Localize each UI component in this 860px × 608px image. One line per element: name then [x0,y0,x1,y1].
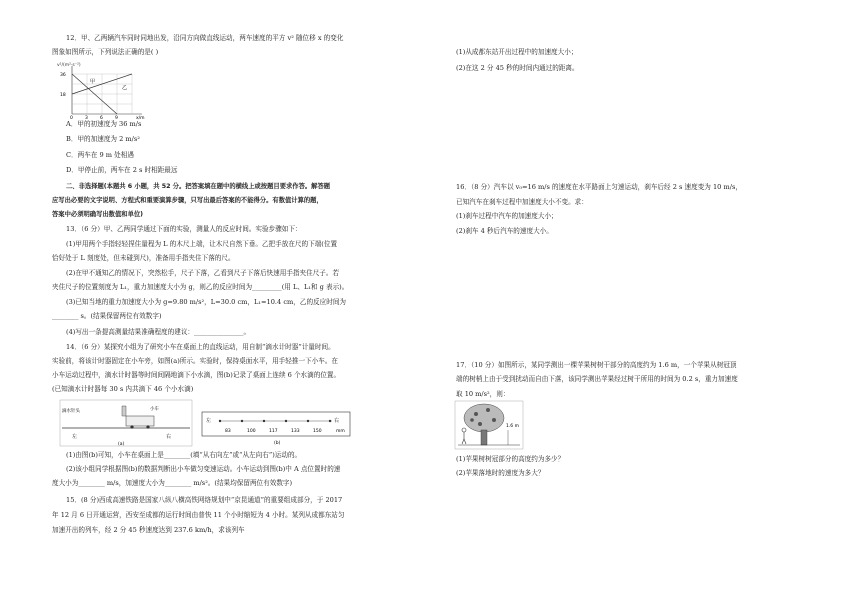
q12-option-d: D．甲停止前，两车在 2 s 时相距最远 [66,166,178,174]
q14-unit: mm [336,429,345,434]
q14-question: (2)该小组同学根据图(b)的数据判断出小车做匀变速运动。小车运动到图(b)中 A 点位置时的速 [66,465,341,473]
q14-line: 14．（6 分）某探究小组为了研究小车在桌面上的直线运动，用自制“滴水计时器”计量时间。 [66,343,335,351]
q13-line: (1)甲用两个手指轻轻捏住量程为 L 的木尺上端，让木尺自然下垂。乙把手放在尺的下端(位置 [66,240,338,248]
q14-distance-value: 133 [291,429,300,434]
q13-line: 恰好处于 L 刻度处，但未碰到尺)，准备用手指夹住下落的尺。 [52,254,235,262]
q14-fig-a-right: 右 [166,434,172,440]
q16-line: 16．（8 分）汽车以 v₀=16 m/s 的速度在水平路面上匀速运动，刹车后经 2 s 速度变为 10 m/s， [456,183,742,191]
q12-option-b: B．甲的加速度为 2 m/s² [66,135,140,143]
q12-graph-xlabel: x/m [136,116,145,121]
q15-part2: (2)在这 2 分 45 秒的时间内通过的距离。 [456,64,579,72]
q17-question: (1)苹果树树冠部分的高度约为多少？ [456,455,565,463]
q13-line: 夹住尺子的位置刻度为 L₁，重力加速度大小为 g，则乙的反应时间为_________(用 L、L₁和 g 表示)。 [52,283,349,291]
q14-line: 实验前，将该计时器固定在小车旁，如图(a)所示。实验时，保持桌面水平，用手轻推一下小车。在 [52,357,339,365]
q17-line: 17．（10 分）如图所示，某同学测出一棵苹果树树干部分的高度约为 1.6 m，一个苹果从树冠顶 [456,361,737,369]
q12-stem-line1: 12．甲、乙两辆汽车同时同地出发，沿同方向做直线运动，两车速度的平方 v² 随位移 x 的变化 [66,34,344,42]
q14-cart-wheel [146,425,149,428]
q13-line: (4)写出一条提高测量结果准确程度的建议：_______________。 [66,328,251,336]
q12-x-tick: 0 [70,116,73,121]
q12-option-c: C．两车在 9 m 处相遇 [66,151,134,159]
section2-heading-line3: 答案中必须明确写出数值和单位) [52,211,144,218]
q14-distance-value: 83 [225,429,231,434]
q12-graph-grid [72,74,132,114]
q17-line: 取 10 m/s²，则： [456,390,510,398]
q12-y-tick: 18 [60,93,66,98]
q14-distance-value: 117 [269,429,278,434]
q14-cart-wheel [130,425,133,428]
q12-x-tick: 6 [100,116,103,121]
q14-cart-body [126,416,154,426]
q17-tree-crown [464,404,504,432]
q17-tree-trunk [481,430,487,445]
q14-distance-value: 100 [247,429,256,434]
q14-drip-timer [122,406,126,416]
q13-line: 13．（6 分）甲、乙两同学通过下面的实验，测量人的反应时间。实验步骤如下： [66,225,302,233]
q14-question: 度大小为________ m/s，加速度大小为________ m/s²。(结果均保留两位有效数字) [52,479,293,487]
q14-figure-b [200,410,356,446]
q12-option-a: A．甲的初速度为 36 m/s [66,120,142,128]
q17-apple-tree-figure [454,400,524,450]
q13-line: (2)在甲不通知乙的情况下，突然松手，尺子下落，乙看到尺子下落后快速用手指夹住尺子。若 [66,269,340,277]
q15-line: 年 12 月 6 日开通运营，西安至成都的运行时间由普快 11 个小时缩短为 4 小时。某列从成都东站匀 [52,511,345,519]
q12-stem-line2: 图象如图所示，下列说法正确的是( ) [52,48,159,56]
section2-heading-line1: 二、非选择题(本题共 6 小题，共 52 分。把答案填在题中的横线上或按题目要求作答。解答题 [66,183,331,190]
q17-question: (2)苹果落地时的速度为多大？ [456,469,545,477]
q14-distance-value: 150 [313,429,322,434]
q16-line: (1)刹车过程中汽车的加速度大小； [456,212,558,220]
q14-question: (1)由图(b)可知，小车在桌面上是________(填“从右向左”或“从左向右”)运动的。 [66,451,302,459]
q14-figure-a [56,398,196,448]
q14-line: 小车运动过程中，滴水计时器等时间间隔地滴下小水滴，图(b)记录了桌面上连续 6 个水滴的位置。 [52,371,341,379]
q12-velocity-squared-graph [56,60,152,121]
q17-line: 端的树梢上由于受到扰动而自由下落，该同学测出苹果经过树干所用的时间为 0.2 s，重力加速度 [456,375,738,383]
q12-label-yi: 乙 [122,85,128,91]
q15-part1: (1)从成都东站开出过程中的加速度大小； [456,48,578,56]
q15-line: 加速开出的列车，经 2 分 45 秒速度达到 237.6 km/h，求该列车 [52,526,245,534]
q14-cart-label: 小车 [150,407,159,412]
q13-line: (3)已知当地的重力加速度大小为 g=9.80 m/s²，L=30.0 cm，L₁=10.4 cm，乙的反应时间为 [66,298,347,306]
q13-line: ________ s。(结果保留两位有效数字) [52,312,162,320]
q12-x-tick: 3 [85,116,88,121]
section2-heading-line2: 应写出必要的文字说明、方程式和重要演算步骤，只写出最后答案的不能得分。有数值计算的题， [52,197,323,204]
q16-line: (2)刹车 4 秒后汽车的速度大小。 [456,227,553,235]
q14-fig-b-caption: (b) [274,441,281,446]
q14-drip-label: 滴水针头 [62,409,80,414]
q12-y-tick: 36 [60,73,66,78]
q17-person [462,428,466,444]
q14-fig-b-left: 左 [206,418,212,424]
q14-fig-b-right: 右 [334,418,340,424]
q16-line: 已知汽车在刹车过程中加速度大小不变。求： [456,198,588,206]
q14-fig-a-left: 左 [72,434,78,440]
q14-fig-a-caption: (a) [118,442,125,447]
q15-line: 15．(8 分)西成高速铁路是国家八纵八横高铁网络规划中“京昆通道”的重要组成部分，于 2017 [66,496,343,504]
q12-graph-ylabel: v²/(m²·s⁻²) [57,63,81,68]
q12-label-jia: 甲 [90,79,96,85]
q17-height-label: 1.6 m [506,424,519,429]
q14-line: (已知滴水计时器每 30 s 内共滴下 46 个小水滴) [52,385,194,393]
q12-x-tick: 9 [115,116,118,121]
